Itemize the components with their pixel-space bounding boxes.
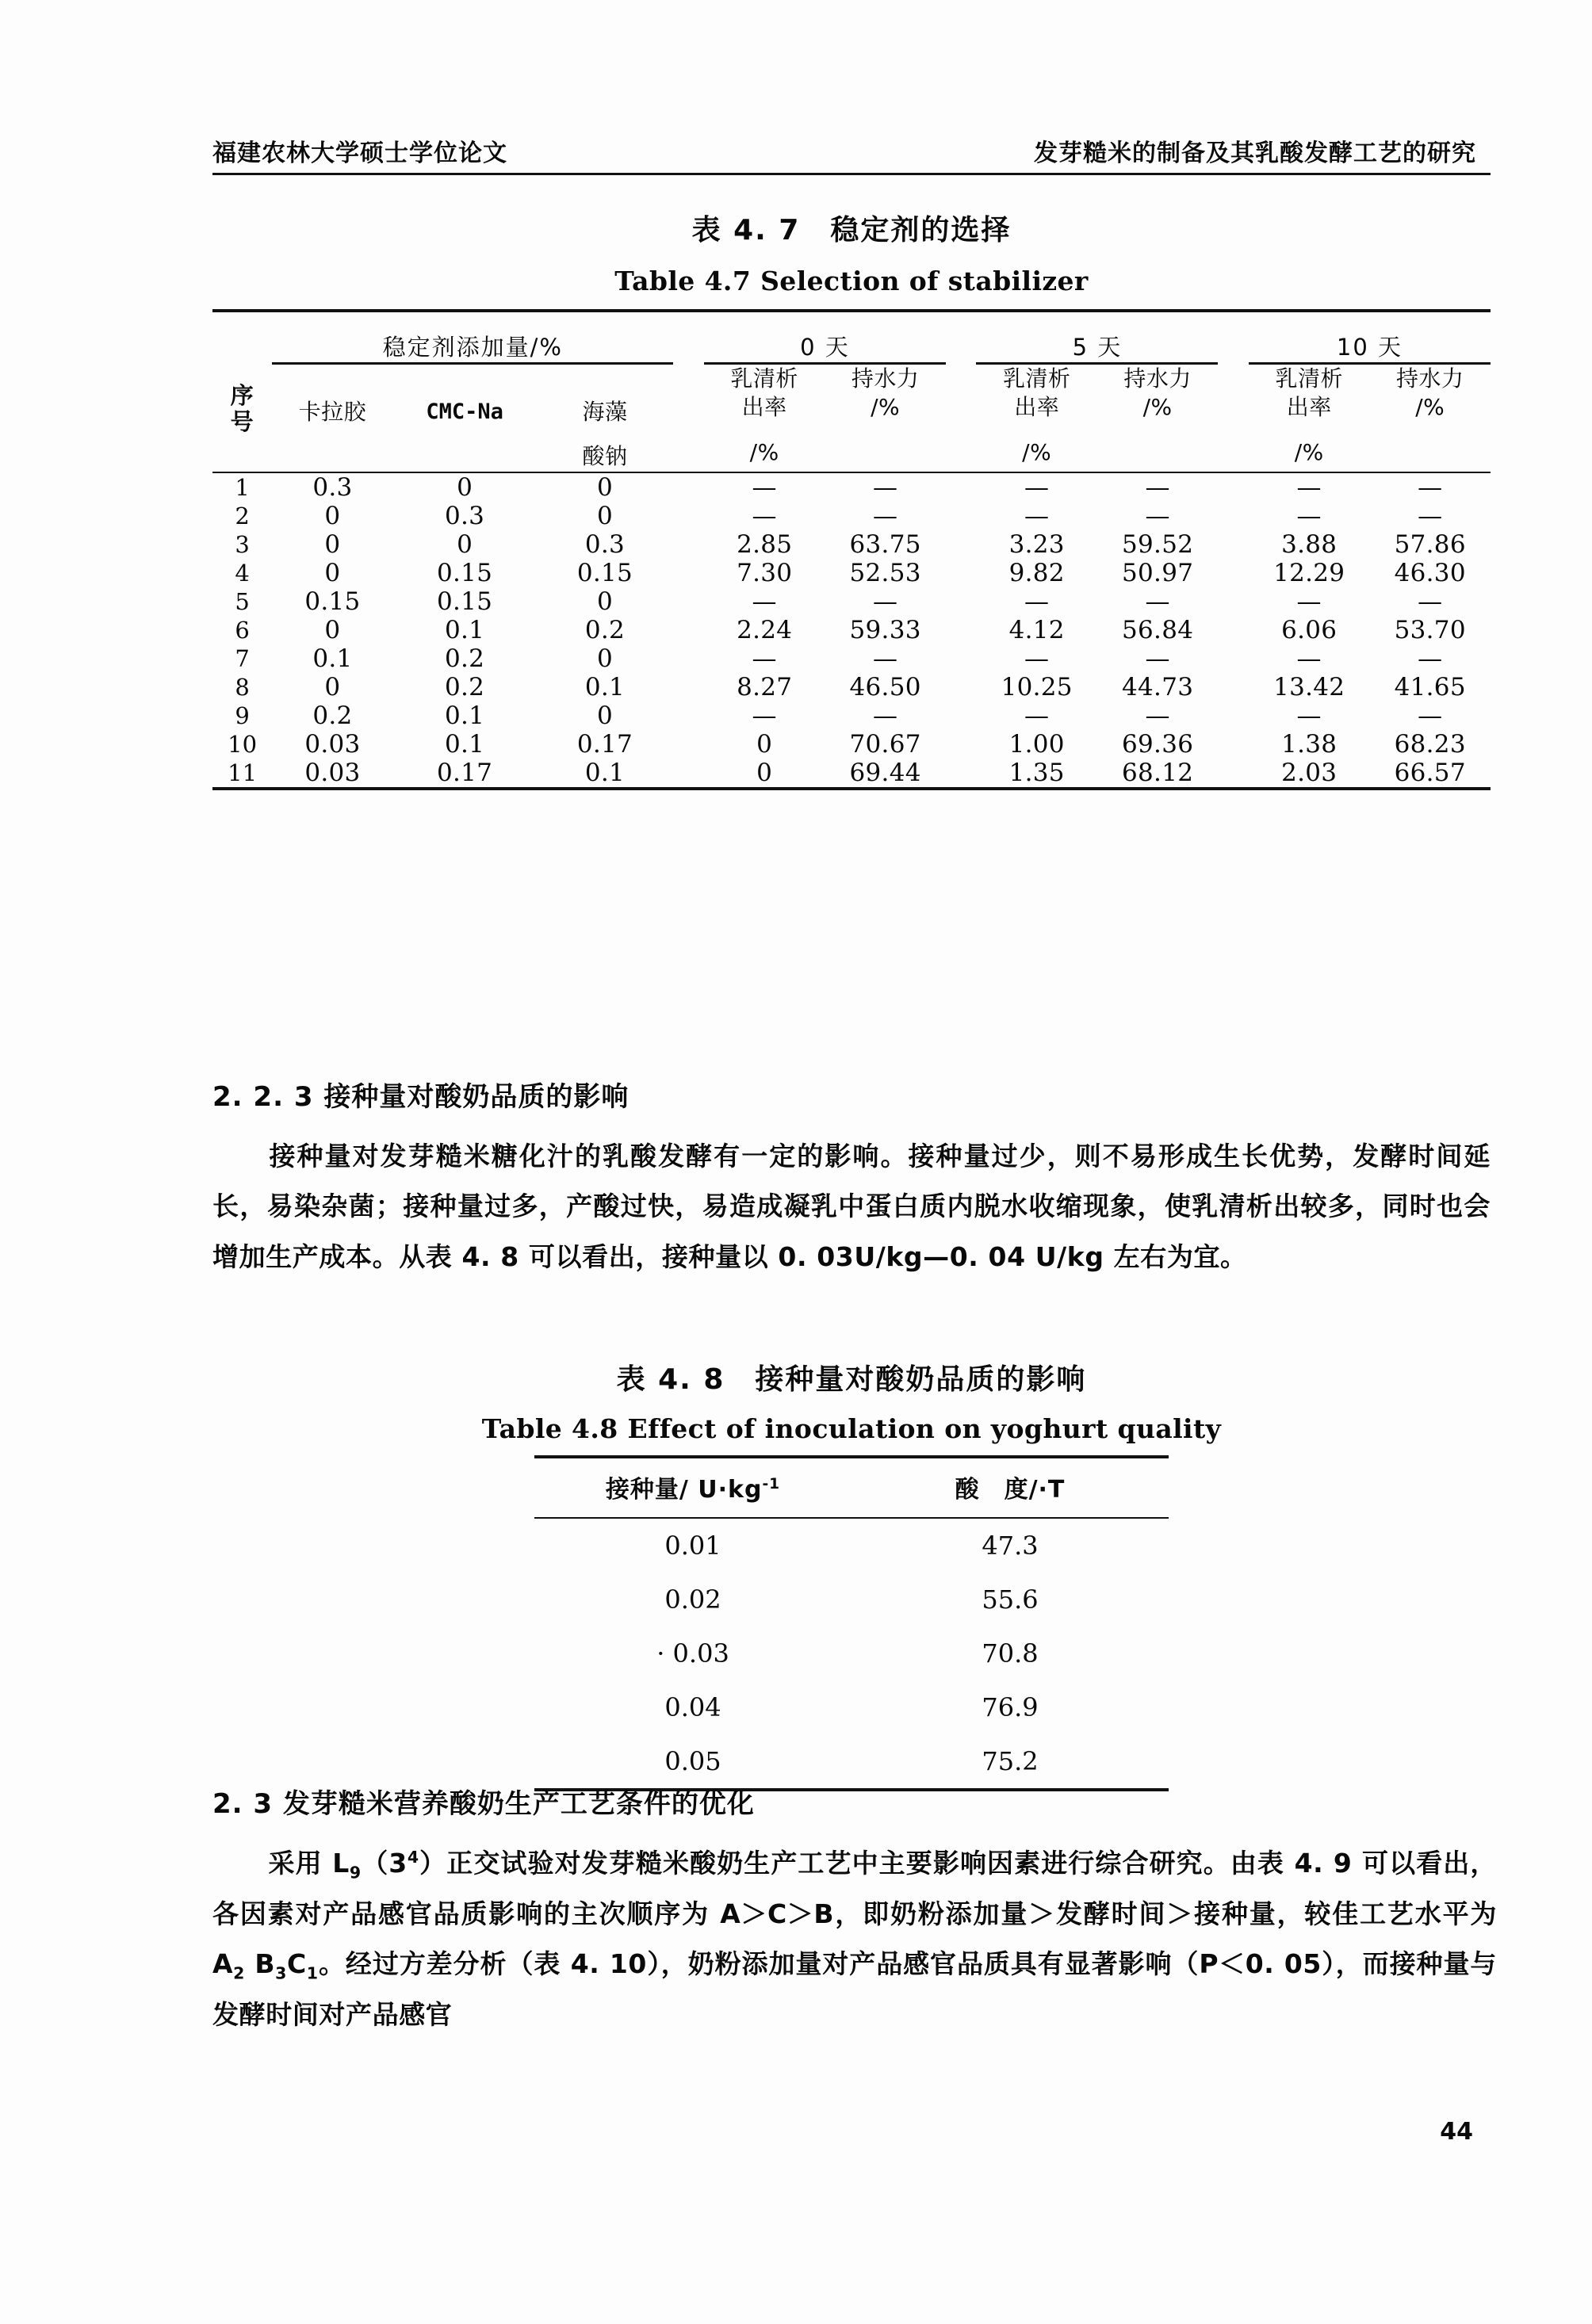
table-4-7-caption-en: Table 4.7 Selection of stabilizer: [614, 266, 1089, 296]
col1-header-superscript: -1: [762, 1476, 781, 1493]
col1-header-text: 接种量/ U·kg: [605, 1476, 763, 1504]
s23-part3: ）正交试验对发芽糙米酸奶生产工艺中主要影响因素进行综合研究。由表 4. 9 可以看出，各因素对产品感官品质影响的主次顺序为 A＞C＞B，即奶粉添加量＞发酵时间＞接种量，较佳工艺水平为 A: [212, 1848, 1497, 1980]
table-cell-d5-whc: 56.84: [1122, 615, 1194, 644]
table-cell-acidity: 47.3: [982, 1531, 1039, 1561]
table-cell-cmcna: 0: [457, 472, 473, 502]
table-cell-d10-whey: 3.88: [1281, 529, 1338, 559]
table-4-7-caption-cn: 表 4. 7 稳定剂的选择: [691, 214, 1012, 247]
spacer-cell: [673, 616, 704, 644]
spacer-cell: [946, 730, 977, 759]
group-header-day10: 10 天: [1249, 311, 1491, 364]
table-cell-cmcna: 0.1: [445, 615, 485, 644]
table-4-8-col1-header: [534, 1457, 851, 1518]
subheader-day5-whey: 乳清析 出率 /%: [1002, 365, 1071, 465]
table-cell-acidity: 55.6: [982, 1584, 1039, 1615]
s23-part2: （3: [361, 1848, 408, 1879]
table-cell-carrageenan: 0: [324, 501, 341, 530]
table-cell-index: 11: [228, 759, 258, 786]
table-cell-index: 1: [235, 473, 250, 501]
table-cell-d0-whey: 0: [756, 758, 773, 787]
spacer-cell: [946, 701, 977, 730]
table-cell-d0-whey: —: [752, 472, 777, 502]
table-cell-d10-whey: 13.42: [1273, 672, 1345, 701]
table-cell-cmcna: 0: [457, 529, 473, 559]
table-cell-d10-whc: 53.70: [1394, 615, 1466, 644]
spacer-cell: [946, 472, 977, 502]
table-row: [212, 587, 1491, 616]
table-cell-d10-whey: —: [1296, 644, 1322, 673]
table-cell-d10-whey: 12.29: [1273, 558, 1345, 587]
index-header-line2: 号: [230, 408, 254, 436]
spacer-cell: [946, 559, 977, 587]
spacer-cell: [946, 502, 977, 530]
table-row: [212, 472, 1491, 502]
section-2-3-heading: 2. 3 发芽糙米营养酸奶生产工艺条件的优化: [212, 1788, 755, 1820]
table-cell-d5-whey: —: [1024, 472, 1050, 502]
spacer-cell: [673, 502, 704, 530]
table-cell-d10-whc: 57.86: [1394, 529, 1466, 559]
table-cell-index: 9: [235, 701, 250, 729]
table-cell-d10-whey: 1.38: [1281, 729, 1338, 759]
table-4-7-block: [212, 208, 1491, 790]
table-cell-d10-whey: —: [1296, 501, 1322, 530]
table-cell-d5-whc: —: [1145, 644, 1170, 673]
table-cell-d0-whey: —: [752, 501, 777, 530]
table-cell-acidity: 70.8: [982, 1638, 1039, 1668]
section-2-2-3-paragraph-text: 接种量对发芽糙米糖化汁的乳酸发酵有一定的影响。接种量过少，则不易形成生长优势，发酵时间延长，易染杂菌；接种量过多，产酸过快，易造成凝乳中蛋白质内脱水收缩现象，使乳清析出较多，同时也会增加生产成本。从表 4. 8 可以看出，接种量以 0. 03U/kg—0. 04 U/kg 左右为宜。: [212, 1141, 1491, 1272]
table-cell-d0-whey: 2.24: [737, 615, 793, 644]
table-row: [212, 673, 1491, 701]
running-header: [212, 119, 1491, 175]
table-cell-d0-whc: 63.75: [849, 529, 921, 559]
section-2-3-paragraph: [212, 1838, 1497, 2039]
spacer-cell: [1218, 673, 1249, 701]
table-row: [212, 644, 1491, 673]
spacer-cell: [673, 701, 704, 730]
table-cell-carrageenan: 0.3: [312, 472, 353, 502]
table-row: [212, 530, 1491, 559]
table-cell-index: 5: [235, 587, 250, 615]
table-cell-d5-whey: 3.23: [1008, 529, 1065, 559]
table-cell-inoculation: 0.05: [664, 1746, 721, 1776]
table-cell-d10-whc: —: [1418, 587, 1443, 616]
table-cell-d5-whey: —: [1024, 644, 1050, 673]
table-row: [212, 559, 1491, 587]
table-row: [534, 1680, 1169, 1734]
table-cell-d5-whey: —: [1024, 587, 1050, 616]
table-cell-d5-whc: —: [1145, 501, 1170, 530]
table-4-8-block: [212, 1357, 1491, 1791]
table-4-8-caption-en: Table 4.8 Effect of inoculation on yoghurt quality: [481, 1413, 1222, 1444]
table-cell-d5-whey: 10.25: [1001, 672, 1073, 701]
group-header-day0: 0 天: [704, 311, 946, 364]
s23-part5: C: [286, 1948, 307, 1980]
table-cell-cmcna: 0.1: [445, 729, 485, 759]
table-4-8: [534, 1455, 1169, 1791]
table-cell-d5-whey: —: [1024, 701, 1050, 730]
running-header-left: 福建农林大学硕士学位论文: [212, 140, 507, 167]
table-cell-d10-whey: 6.06: [1281, 615, 1338, 644]
spacer-cell: [1218, 701, 1249, 730]
table-cell-inoculation: 0.02: [664, 1584, 721, 1615]
spacer-cell: [946, 587, 977, 616]
subheader-carrageenan: 卡拉胶: [298, 399, 367, 425]
table-cell-carrageenan: 0.2: [312, 701, 353, 730]
table-cell-d5-whey: 1.35: [1008, 758, 1065, 787]
table-cell-d10-whc: —: [1418, 472, 1443, 502]
table-cell-d0-whc: 52.53: [849, 558, 921, 587]
table-cell-d0-whey: 2.85: [737, 529, 793, 559]
table-cell-index: 3: [235, 530, 250, 558]
table-cell-carrageenan: 0: [324, 558, 341, 587]
table-cell-index: 7: [235, 644, 250, 672]
spacer-cell-5: [946, 364, 977, 472]
table-cell-inoculation: 0.01: [664, 1531, 721, 1561]
table-cell-d0-whey: 0: [756, 729, 773, 759]
table-4-7-head: [212, 311, 1491, 472]
spacer-cell: [946, 530, 977, 559]
table-cell-cmcna: 0.15: [436, 558, 493, 587]
table-cell-inoculation: 0.04: [664, 1692, 721, 1722]
s23-sub2: 2: [233, 1963, 245, 1983]
table-4-7-index-header: [212, 311, 272, 472]
table-cell-alginate: 0: [596, 501, 613, 530]
spacer-cell: [1218, 559, 1249, 587]
table-cell-d0-whey: 7.30: [737, 558, 793, 587]
spacer-cell: [673, 472, 704, 502]
table-cell-d5-whc: 50.97: [1122, 558, 1194, 587]
table-cell-alginate: 0.2: [584, 615, 626, 644]
table-cell-d0-whc: —: [872, 587, 898, 616]
table-cell-acidity: 76.9: [982, 1692, 1039, 1722]
table-row: [212, 730, 1491, 759]
spacer-cell: [1218, 502, 1249, 530]
table-4-7-group-row: [212, 311, 1491, 364]
table-cell-alginate: 0: [596, 644, 613, 673]
stray-dot-mark: ·: [656, 1638, 673, 1668]
table-cell-cmcna: 0.3: [445, 501, 485, 530]
table-cell-d0-whey: —: [752, 701, 777, 730]
spacer-cell: [1218, 472, 1249, 502]
spacer-cell-4: [673, 364, 704, 472]
spacer-cell-2: [946, 311, 977, 364]
table-4-7-subheader-row: [212, 364, 1491, 472]
spacer-cell: [1218, 759, 1249, 789]
table-cell-d10-whc: 66.57: [1394, 758, 1466, 787]
table-cell-acidity: 75.2: [982, 1746, 1039, 1776]
spacer-cell: [1218, 530, 1249, 559]
table-cell-index: 8: [235, 673, 250, 701]
spacer-cell: [1218, 644, 1249, 673]
table-cell-d0-whc: 70.67: [849, 729, 921, 759]
table-4-8-caption-cn: 表 4. 8 接种量对酸奶品质的影响: [616, 1363, 1087, 1396]
table-cell-d5-whc: 69.36: [1122, 729, 1194, 759]
s23-sub4: 1: [306, 1963, 319, 1983]
subheader-day0-whey: 乳清析 出率 /%: [730, 365, 798, 465]
table-cell-d10-whc: 41.65: [1394, 672, 1466, 701]
table-4-8-header-row: [534, 1457, 1169, 1518]
table-cell-alginate: 0.15: [576, 558, 633, 587]
subheader-day10-whc: 持水力 /%: [1395, 365, 1464, 421]
table-cell-carrageenan: 0.1: [312, 644, 353, 673]
table-cell-d5-whc: —: [1145, 701, 1170, 730]
table-cell-d10-whc: —: [1418, 501, 1443, 530]
spacer-cell: [673, 559, 704, 587]
table-cell-d0-whc: —: [872, 501, 898, 530]
group-header-day5: 5 天: [976, 311, 1218, 364]
table-cell-d10-whc: 46.30: [1394, 558, 1466, 587]
table-cell-index: 2: [235, 502, 250, 529]
table-cell-d0-whc: 69.44: [849, 758, 921, 787]
subheader-day10-whey: 乳清析 出率 /%: [1275, 365, 1343, 465]
subheader-alginate: 海藻 酸钠: [582, 399, 628, 470]
table-cell-alginate: 0.1: [584, 758, 626, 787]
spacer-cell: [946, 616, 977, 644]
table-cell-d10-whey: —: [1296, 701, 1322, 730]
table-cell-d5-whc: 59.52: [1122, 529, 1194, 559]
spacer-cell: [946, 759, 977, 789]
spacer-cell: [946, 673, 977, 701]
table-cell-cmcna: 0.1: [445, 701, 485, 730]
s23-part4: B: [244, 1948, 276, 1980]
table-cell-d5-whc: 44.73: [1122, 672, 1194, 701]
table-cell-carrageenan: 0.15: [304, 587, 361, 616]
table-cell-carrageenan: 0.03: [304, 729, 361, 759]
table-row: [212, 701, 1491, 730]
table-cell-d0-whc: 59.33: [849, 615, 921, 644]
spacer-cell: [946, 644, 977, 673]
spacer-cell: [673, 730, 704, 759]
table-cell-d0-whc: —: [872, 644, 898, 673]
table-cell-d5-whc: —: [1145, 587, 1170, 616]
table-cell-d0-whey: 8.27: [737, 672, 793, 701]
spacer-cell: [1218, 730, 1249, 759]
section-2-3: [212, 1782, 1497, 2039]
spacer-cell: [1218, 587, 1249, 616]
table-4-7: [212, 309, 1491, 790]
table-row: [534, 1573, 1169, 1626]
table-4-8-head: [534, 1457, 1169, 1518]
table-cell-d10-whc: —: [1418, 644, 1443, 673]
spacer-cell: [673, 587, 704, 616]
section-2-2-3-paragraph: [212, 1131, 1491, 1282]
table-row: [534, 1518, 1169, 1573]
index-header-line1: 序: [230, 381, 254, 409]
table-cell-index: 6: [235, 616, 250, 644]
table-cell-alginate: 0.17: [576, 729, 633, 759]
spacer-cell-3: [1218, 311, 1249, 364]
running-header-right: 发芽糙米的制备及其乳酸发酵工艺的研究: [1034, 140, 1476, 167]
table-cell-d5-whc: —: [1145, 472, 1170, 502]
table-cell-d5-whey: 9.82: [1008, 558, 1065, 587]
table-cell-d5-whey: 1.00: [1008, 729, 1065, 759]
spacer-cell-1: [673, 311, 704, 364]
table-cell-d0-whc: 46.50: [849, 672, 921, 701]
table-cell-d5-whc: 68.12: [1122, 758, 1194, 787]
table-cell-d0-whc: —: [872, 701, 898, 730]
spacer-cell: [1218, 616, 1249, 644]
spacer-cell: [673, 530, 704, 559]
table-cell-index: 10: [228, 730, 258, 758]
s23-sub3: 3: [275, 1963, 287, 1983]
table-cell-d5-whey: 4.12: [1008, 615, 1065, 644]
section-2-2-3-heading: 2. 2. 3 接种量对酸奶品质的影响: [212, 1081, 630, 1113]
table-cell-carrageenan: 0: [324, 672, 341, 701]
table-cell-inoculation: · 0.03: [656, 1638, 729, 1668]
s23-sub1: 9: [349, 1863, 362, 1883]
table-cell-d0-whc: —: [872, 472, 898, 502]
spacer-cell-6: [1218, 364, 1249, 472]
table-cell-alginate: 0.3: [584, 529, 626, 559]
table-row: [212, 502, 1491, 530]
table-cell-cmcna: 0.2: [445, 644, 485, 673]
spacer-cell: [673, 673, 704, 701]
table-cell-carrageenan: 0: [324, 615, 341, 644]
section-2-2-3: [212, 1075, 1491, 1282]
table-row: [212, 759, 1491, 789]
spacer-cell: [673, 644, 704, 673]
table-4-8-col2-header: 酸 度/·T: [955, 1476, 1066, 1504]
subheader-cmcna: CMC-Na: [426, 399, 503, 424]
table-cell-d10-whey: —: [1296, 587, 1322, 616]
table-cell-cmcna: 0.2: [445, 672, 485, 701]
table-cell-alginate: 0: [596, 587, 613, 616]
table-cell-d0-whey: —: [752, 587, 777, 616]
table-cell-d10-whc: —: [1418, 701, 1443, 730]
table-cell-alginate: 0.1: [584, 672, 626, 701]
subheader-day0-whc: 持水力 /%: [851, 365, 920, 421]
s23-sup1: 4: [407, 1848, 419, 1867]
table-cell-d10-whc: 68.23: [1394, 729, 1466, 759]
table-cell-alginate: 0: [596, 472, 613, 502]
table-cell-carrageenan: 0: [324, 529, 341, 559]
table-cell-cmcna: 0.15: [436, 587, 493, 616]
table-cell-carrageenan: 0.03: [304, 758, 361, 787]
spacer-cell: [673, 759, 704, 789]
s23-part6: 。经过方差分析（表 4. 10），奶粉添加量对产品感官品质具有显著影响（P＜0. 05），而接种量与发酵时间对产品感官: [212, 1948, 1497, 2031]
page-number: 44: [1440, 2118, 1473, 2146]
table-cell-d10-whey: —: [1296, 472, 1322, 502]
table-cell-alginate: 0: [596, 701, 613, 730]
table-row: [534, 1626, 1169, 1680]
table-row: [212, 616, 1491, 644]
table-cell-d10-whey: 2.03: [1281, 758, 1338, 787]
table-cell-cmcna: 0.17: [436, 758, 493, 787]
table-cell-index: 4: [235, 559, 250, 587]
subheader-day5-whc: 持水力 /%: [1123, 365, 1192, 421]
table-4-7-body: [212, 472, 1491, 789]
table-cell-d5-whey: —: [1024, 501, 1050, 530]
group-header-stabilizer: 稳定剂添加量/%: [272, 311, 673, 364]
table-4-8-body: [534, 1518, 1169, 1790]
s23-part1: 采用 L: [268, 1848, 350, 1879]
table-cell-d0-whey: —: [752, 644, 777, 673]
